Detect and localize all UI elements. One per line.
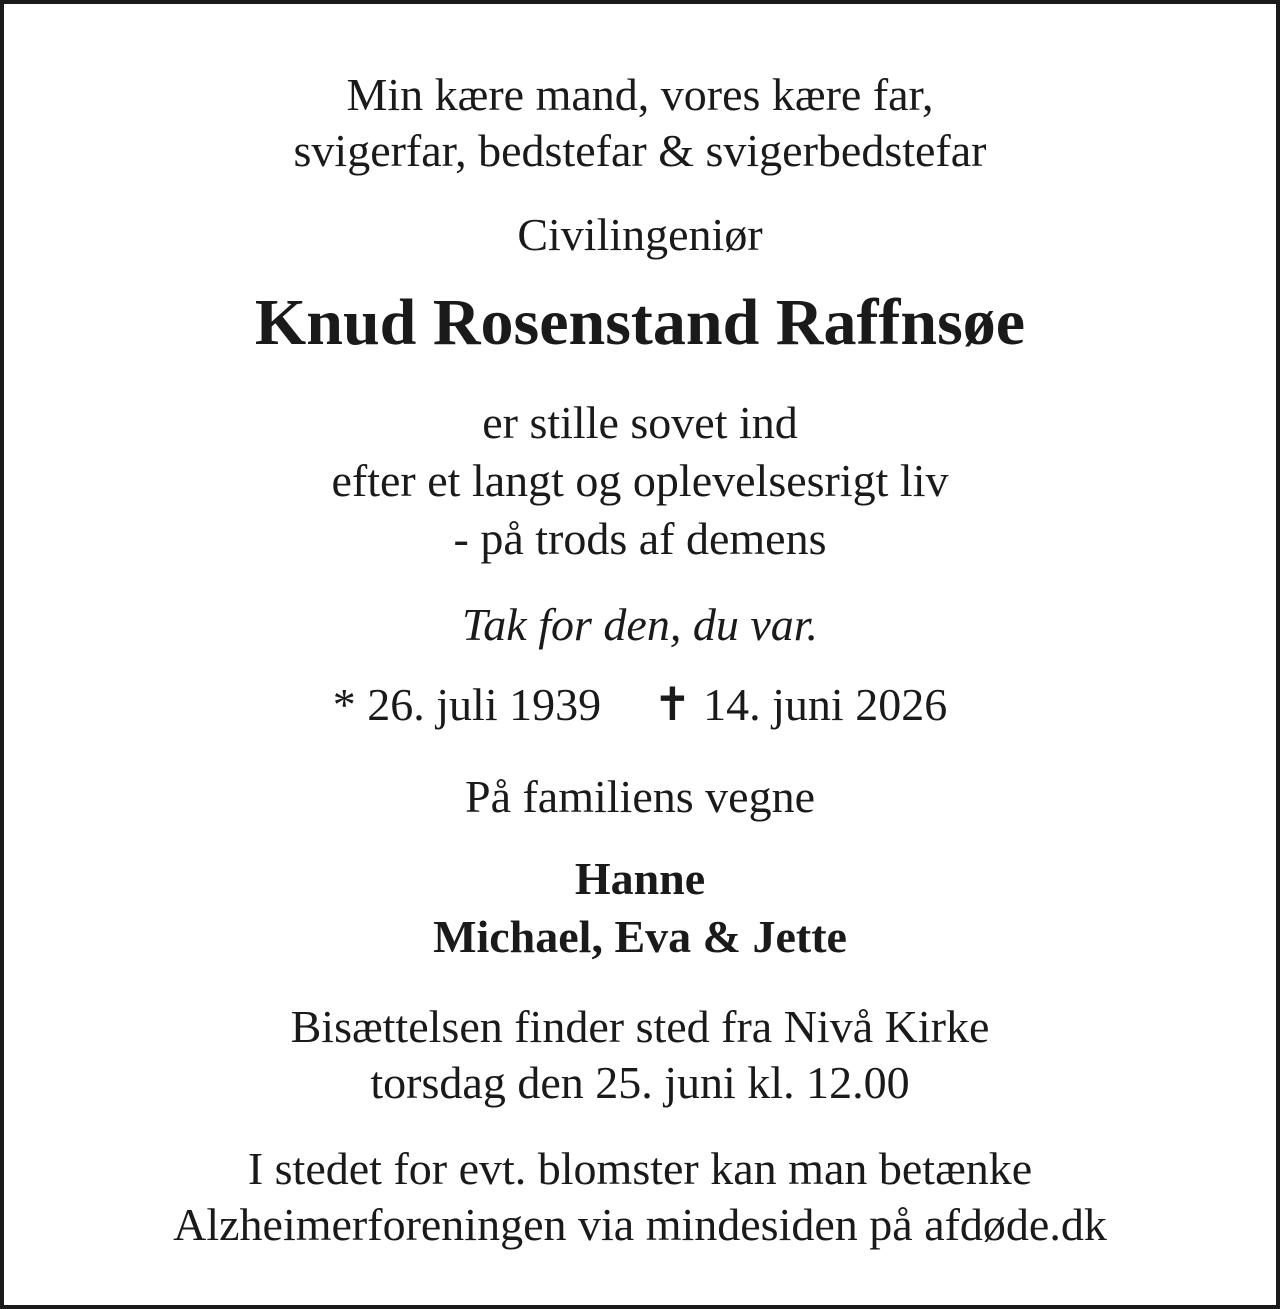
intro-line-2: svigerfar, bedstefar & svigerbedstefar	[293, 125, 987, 176]
intro-line-1: Min kære mand, vores kære far,	[346, 69, 934, 120]
life-dates	[4, 679, 1276, 730]
message-line-1: er stille sovet ind	[482, 397, 798, 448]
donation-line-2: Alzheimerforeningen via mindesiden på afdøde.dk	[173, 1199, 1107, 1250]
quote: Tak for den, du var.	[461, 599, 819, 650]
birth-date: * 26. juli 1939	[332, 679, 602, 730]
family-line-2: Michael, Eva & Jette	[433, 911, 847, 962]
message-line-2: efter et langt og oplevelsesrigt liv	[331, 455, 949, 506]
funeral-line-1: Bisættelsen finder sted fra Nivå Kirke	[290, 1001, 990, 1052]
deceased-name: Knud Rosenstand Raffnsøe	[254, 286, 1026, 359]
message-line-3: - på trods af demens	[453, 513, 827, 564]
funeral-line-2: torsdag den 25. juni kl. 12.00	[370, 1057, 910, 1108]
death-date: ✝ 14. juni 2026	[653, 679, 948, 730]
signoff: På familiens vegne	[464, 771, 815, 822]
family-line-1: Hanne	[574, 853, 706, 904]
occupation-title: Civilingeniør	[517, 209, 763, 260]
donation-line-1: I stedet for evt. blomster kan man betænke	[247, 1143, 1033, 1194]
